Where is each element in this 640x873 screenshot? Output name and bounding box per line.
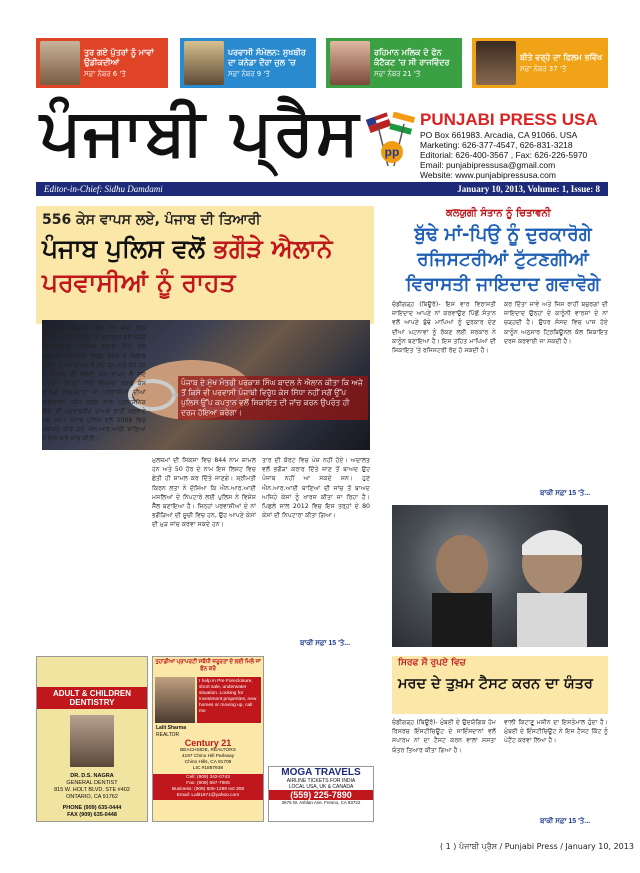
teaser-1-title: ਤੁਰ ਗਏ ਪੁੱਤਰਾਂ ਨੂੰ ਮਾਵਾਂ ਉਡੀਕਦੀਆਂ [84, 47, 154, 67]
realtor-ad[interactable] [152, 656, 264, 822]
realtor-company2: BEACHSIDE, REALTORS [180, 748, 236, 753]
teaser-1-page: ਸਫ਼ਾ ਨੰਬਰ 6 'ਤੇ [84, 69, 126, 78]
second-more-link[interactable]: ਬਾਕੀ ਸਫ਼ਾ 15 'ਤੇ... [540, 818, 591, 825]
realtor-header: ਤੁਹਾਡੀਆਂ ਪ੍ਰਾਪਰਟੀ ਸਬੰਧੀ ਜ਼ਰੂਰਤਾਂ ਦੇ ਲਈ ਮਿਲੋ ਜਾਂ ਫੋਨ ਕਰੋ [155, 659, 261, 672]
po-box: PO Box 661983. Arcadia, CA 91066. USA [420, 130, 578, 140]
website[interactable]: Website: www.punjabipressusa.com [420, 170, 556, 180]
dentist-name: DR. D.S. NAGRA [70, 773, 114, 779]
realtor-company: Century 21 [184, 738, 232, 748]
elderly-couple-photo [392, 505, 608, 647]
flags-logo [366, 112, 418, 168]
lead-column-1-text: ਚੰਡੀਗੜ੍ਹ (ਬਿਊਰੋ)- ਵੱਖ ਵੱਖ ਦੇਸ਼ਾਂ ਵਿਚ ਪੰਜਾਬ ਪੁਲਿਸ ਦੀ ਲੋੜ 'ਤੇ ਅਦਾਲਤਾਂ ਵਲੋਂ ਭਗੌੜੇ (ਇਸ਼ਤਿਹਾਰੀ ਮੁਲਜ਼ਮ) ਕਰਾਰ ਦਿੱਤੇ ਗਏ ਪਰਵਾਸੀ ਪੰਜਾਬੀਆਂ ਵਿਰੁੱਧ 556 ਦੇ ਖਿਲਾਫ ਪੁਲਿਸ ਨੇ ਕੇਸ ਵਾਪਸ ਲੈ ਲਏ ਹਨ ਅਤੇ 50 ਹੋਰ ਦੇ ਖਿਲਾਫ ਵੀ ਜਲਦੀ ਕੇਸ ਵਾਪਸ ਲੈ ਲਏ ਜਾਣਗੇ। ਇਨ੍ਹਾਂ ਵਿਚੋਂ ਜ਼ਿਆਦਾ ਕਰਕੇ ਕੇਸ ਲਾਲਚੀ ਰਿਸ਼ਤੇਦਾਰਾਂ ਜਾਂ ਪਰਵਾਸੀਆਂ ਦੀਆਂ ਜਾਇਦਾਦਾਂ ਹੜੱਪ ਕਰਨ ਵਾਲੇ ਪ੍ਰਸ਼ਾਸਨਿਕ ਲੋਕਾਂ ਦੀ ਪ੍ਰਭਾਵਹੀਣ ਦਾਅਵੇ ਰਾਹੀਂ ਕਰਵਾਏ ਗਏ ਸਨ। ਪੰਜਾਬ ਪੁਲਿਸ ਵਲੋਂ 2008 ਵਿਚ ਸਥਾਪਤ ਕੀਤੇ ਗਏ ਐਨ.ਆਰ.ਆਈ ਥਾਣਿਆਂ ਨੇ ਇਸ ਬਾਰੇ ਜਾਂਚ ਕੀਤੀ। [42, 325, 146, 443]
realtor-email: Email: Lalit1671@yahoo.com [176, 793, 240, 798]
realtor-addr2: Chino Hills, CA 91709 [184, 760, 232, 765]
right-headline: ਬੁੱਢੇ ਮਾਂ-ਪਿਉ ਨੂੰ ਦੁਰਕਾਰੋਗੇ ਰਜਿਸਟਰੀਆਂ ਟੁੱਟਣਗੀਆਂ ਵਿਰਾਸਤੀ ਜਾਇਦਾਦ ਗਵਾਵੋਗੇ [405, 224, 601, 295]
page-footer: ( 1 ) ਪੰਜਾਬੀ ਪ੍ਰੈਸ / Punjabi Press / January 10, 2013 [440, 842, 634, 851]
teaser-4-page: ਸਫ਼ਾ ਨੰਬਰ 37 'ਤੇ [520, 64, 567, 73]
teaser-3-page: ਸਫ਼ਾ ਨੰਬਰ 21 'ਤੇ [374, 69, 421, 78]
dentist-addr2: ONTARIO, CA 91762 [66, 794, 118, 800]
travel-tag: LOCAL USA, UK & CANADA [288, 784, 354, 790]
realtor-cell: Cell: (909) 342-0743 [186, 775, 230, 780]
right-column-2 [504, 300, 608, 490]
lead-headline-2: ਪਰਵਾਸੀਆਂ ਨੂੰ ਰਾਹਤ [42, 268, 236, 297]
masthead-contact [420, 130, 620, 180]
dentist-photo [70, 715, 114, 767]
right-column-2-text: ਕਰ ਦਿੱਤਾ ਜਾਵੇ ਅਤੇ ਜਿਸ ਰਾਹੀਂ ਬਜ਼ੁਰਗਾਂ ਦੀ ਜਾਇਦਾਦ ਉਨ੍ਹਾਂ ਦੇ ਕਾਨੂੰਨੀ ਵਾਰਸਾਂ ਦੇ ਨਾਂ ਚੜ੍ਹਦੀ ਹੈ। ਉਧਰ ਸੰਸਦ ਵਿਚ ਪਾਸ ਹੋਏ ਕਾਨੂੰਨ ਅਨੁਸਾਰ ਟ੍ਰਿਬਿਊਨਲ ਕੋਲ ਸ਼ਿਕਾਇਤ ਦਰਜ ਕਰਵਾਈ ਜਾ ਸਕਦੀ ਹੈ। [504, 301, 608, 345]
lead-column-2-text: ਮੁਲਜ਼ਮਾਂ ਦੀ ਸਿਕਸਾ ਵਿਚ 844 ਨਾਮ ਸ਼ਾਮਲ ਹਨ ਅਤੇ 50 ਹੋਰ ਦੇ ਨਾਮ ਇਸ ਲਿਸਟ ਵਿਚ ਛੇਤੀ ਹੀ ਸ਼ਾਮਲ ਕਰ ਦਿੱਤੇ ਜਾਣਗੇ। ਸ਼੍ਰੀਮਤੀ ਕਿਰਨ ਲਤਾ ਨੇ ਦੱਸਿਆ ਕਿ ਐਨ.ਆਰ.ਆਈ ਮਸਲਿਆਂ ਦੇ ਨਿਪਟਾਰੇ ਲਈ ਪੁਲਿਸ ਨੇ ਵਿਸ਼ੇਸ਼ ਸੈੱਲ ਬਣਾਇਆ ਹੈ। ਜਿਨ੍ਹਾਂ ਪਰਵਾਸੀਆਂ ਦੇ ਨਾਂ ਭਗੌੜਿਆਂ ਦੀ ਸੂਚੀ ਵਿਚ ਹਨ, ਉਹ ਆਪਣੇ ਕੇਸਾਂ ਦੀ ਮੁੜ ਜਾਂਚ ਕਰਵਾ ਸਕਦੇ ਹਨ। [152, 457, 256, 529]
teaser-3-title: ਰਹਿਮਾਨ ਮਲਿਕ ਦੇ ਫੋਨ ਕੰਟੈਕਟ 'ਚ ਸੀ ਰਾਜਵਿੰਦਰ [374, 47, 450, 67]
realtor-fax: Fax: (909) 597-7906 [186, 781, 230, 786]
dentistry-ad[interactable] [36, 656, 148, 822]
second-column-1-text: ਚੰਡੀਗੜ੍ਹ (ਬਿਊਰੋ)- ਮੁੰਬਈ ਦੇ ਉਦਯੋਗਿਕ ਹੋਮ ਰਿਸਰਚ ਇੰਸਟੀਚਿਊਟ ਦੇ ਸਾਇੰਸਦਾਨਾਂ ਵਲੋਂ ਸਪਾਰਮ ਨਾਂ ਦਾ ਟੈਸਟ ਕਰਨ ਵਾਲਾ ਸਸਤਾ ਯੰਤਰ ਤਿਆਰ ਕੀਤਾ ਗਿਆ ਹੈ। [392, 719, 496, 754]
realtor-help: I help in Pre Foreclosure, short sale, underwater situation. Looking for investment properties, new homes or moving up, call me [197, 677, 261, 723]
realtor-role: REALTOR [156, 731, 180, 738]
editor-bar [36, 182, 608, 196]
right-kicker: ਕਲਯੁਗੀ ਸੰਤਾਨ ਨੂੰ ਚਿਤਾਵਨੀ [446, 208, 551, 219]
dentistry-title: ADULT & CHILDREN DENTISTRY [37, 687, 147, 709]
lead-column-3-text: ਤਾਰ ਦੀ ਕੋਰਟ ਵਿਚ ਪੇਸ਼ ਨਹੀਂ ਹੋਏ। ਅਦਾਲਤ ਵਲੋਂ ਭਗੌੜਾ ਕਰਾਰ ਦਿੱਤੇ ਜਾਣ ਤੋਂ ਬਾਅਦ ਉਹ ਪੰਜਾਬ ਨਹੀਂ ਆ ਸਕਦੇ ਸਨ। ਹੁਣ ਐਨ.ਆਰ.ਆਈ ਥਾਣਿਆਂ ਦੀ ਜਾਂਚ ਤੋਂ ਬਾਅਦ ਅਜਿਹੇ ਕੇਸਾਂ ਨੂੰ ਖਾਰਜ ਕੀਤਾ ਜਾ ਰਿਹਾ ਹੈ। ਪਿਛਲੇ ਸਾਲ 2012 ਵਿਚ ਇਸ ਤਰ੍ਹਾਂ ਦੇ 80 ਕੇਸਾਂ ਦੀ ਨਿਪਟਾਰਾ ਕੀਤਾ ਗਿਆ। [262, 457, 370, 520]
lead-kicker: 556 ਕੇਸ ਵਾਪਸ ਲਏ, ਪੰਜਾਬ ਦੀ ਤਿਆਰੀ [42, 212, 261, 228]
teaser-1[interactable] [36, 38, 168, 88]
marketing-phone: Marketing: 626-377-4547, 626-831-3218 [420, 140, 573, 150]
teaser-2-title: ਪਰਵਾਸੀ ਸੰਮੇਲਨ: ਸੁਖਬੀਰ ਦਾ ਕਨੇਡਾ ਦੌਰਾ ਜੁਲ 'ਚ [228, 47, 306, 67]
masthead-title: ਪੰਜਾਬੀ ਪ੍ਰੈਸ [40, 95, 361, 170]
email[interactable]: Email: punjabipressusa@gmail.com [420, 160, 556, 170]
teaser-4-photo [476, 41, 516, 85]
teaser-1-photo [40, 41, 80, 85]
teaser-2-page: ਸਫ਼ਾ ਨੰਬਰ 9 'ਤੇ [228, 69, 270, 78]
right-column-1-text: ਚੰਡੀਗੜ੍ਹ (ਬਿਊਰੋ)- ਇਸ ਵਾਰ ਵਿਰਾਸਤੀ ਜਾਇਦਾਦ ਆਪਣੇ ਨਾਂ ਕਰਵਾਉਣ ਪਿੱਛੋਂ ਸੰਤਾਨ ਵਲੋਂ ਆਪਣੇ ਬੁੱਢੇ ਮਾਪਿਆਂ ਨੂੰ ਦੁਰਕਾਰ ਦੇਣ ਦੀਆਂ ਘਟਨਾਵਾਂ ਨੂੰ ਰੋਕਣ ਲਈ ਸਰਕਾਰ ਨੇ ਕਾਨੂੰਨ ਬਣਾਇਆ ਹੈ। ਇਸ ਤਹਿਤ ਮਾਪਿਆਂ ਦੀ ਸ਼ਿਕਾਇਤ 'ਤੇ ਰਜਿਸਟਰੀ ਰੱਦ ਹੋ ਸਕਦੀ ਹੈ। [392, 301, 496, 355]
second-kicker: ਸਿਰਫ ਸੌ ਰੁਪਏ ਵਿਚ [398, 658, 466, 668]
dentist-addr1: 815 W. HOLT BLVD. STE #402 [54, 787, 130, 793]
elderly-couple-icon [392, 505, 608, 647]
travel-title: MOGA TRAVELS [281, 767, 361, 778]
travel-ad[interactable] [268, 766, 374, 822]
dentist-fax: FAX (909) 635-0448 [67, 812, 117, 818]
lead-headline-black: ਪੰਜਾਬ ਪੁਲਿਸ ਵਲੋਂ [42, 234, 214, 263]
lead-column-3 [262, 456, 370, 636]
teaser-2[interactable] [180, 38, 316, 88]
teaser-4[interactable] [472, 38, 608, 88]
second-headline: ਮਰਦ ਦੇ ਤੁਖ਼ਮ ਟੈਸਟ ਕਰਨ ਦਾ ਯੰਤਰ [398, 676, 593, 692]
teaser-3-photo [330, 41, 370, 85]
right-more-link[interactable]: ਬਾਕੀ ਸਫ਼ਾ 15 'ਤੇ... [540, 490, 591, 497]
realtor-lic: LIC.#1887938 [192, 766, 224, 771]
teaser-2-photo [184, 41, 224, 85]
lead-more-link[interactable]: ਬਾਕੀ ਸਫ਼ਾ 15 'ਤੇ... [300, 640, 351, 647]
second-column-2 [504, 718, 608, 818]
brand-name: PUNJABI PRESS USA [420, 110, 598, 129]
right-column-1 [392, 300, 496, 500]
logo-letters: pp [384, 145, 400, 159]
lead-headline-red: ਭਗੌੜੇ ਐਲਾਨੇ [213, 234, 333, 263]
second-column-1 [392, 718, 496, 828]
dentist-phone: PHONE (909) 635-0444 [62, 805, 122, 811]
travel-phone: (559) 225-7890 [269, 790, 373, 800]
travel-addr: 3675 W. Ashlan Ave. Fresno, CA 93722 [281, 800, 361, 805]
travel-sub: AIRLINE TICKETS FOR INDIA [286, 778, 356, 784]
editor-in-chief: Editor-in-Chief: Sidhu Damdami [44, 184, 163, 194]
editorial-phone: Editorial: 626-400-3567 , Fax: 626-226-5970 [420, 150, 588, 160]
realtor-business: Business: (909) 606-1299 ext 308 [171, 787, 244, 792]
second-column-2-text: ਵਾਲੀ ਕਿਟਾਣੂ ਮਸ਼ੀਨ ਦਾ ਇਸਤੇਮਾਲ ਹੁੰਦਾ ਹੈ। ਮੁੰਬਈ ਦੇ ਇੰਸਟੀਚਿਊਟ ਨੇ ਇਸ ਟੈਸਟ ਕਿੱਟ ਨੂੰ ਪੇਟੈਂਟ ਕਰਵਾ ਲਿਆ ਹੈ। [504, 719, 608, 745]
realtor-name: Lalit Sharma [156, 725, 187, 731]
lead-photo-caption: ਪੰਜਾਬ ਦੇ ਮੁੱਖ ਮੰਤਰੀ ਪਰਕਾਸ਼ ਸਿੰਘ ਬਾਦਲ ਨੇ ਐਲਾਨ ਕੀਤਾ ਕਿ ਅਜੇ ਤੋਂ ਕਿਸੇ ਵੀ ਪਰਵਾਸੀ ਪੰਜਾਬੀ ਵਿਰੁੱਧ ਕੇਸ ਸਿੱਧਾ ਨਹੀਂ ਸਗੋਂ ਉੱਪ ਪੁਲਿਸ ਉੱਪ ਕਪਤਾਨ ਵਲੋਂ ਸ਼ਿਕਾਇਤ ਦੀ ਜਾਂਚ ਕਰਨ ਉਪਰੰਤ ਹੀ ਦਰਜ ਹੋਇਆ ਕਰੇਗਾ। [178, 376, 368, 420]
realtor-addr1: 4197 Chino Hill Parkway [181, 754, 235, 759]
issue-info: January 10, 2013, Volume: 1, Issue: 8 [457, 184, 600, 194]
dentist-role: GENERAL DENTIST [66, 780, 118, 786]
lead-headline [42, 234, 332, 264]
teaser-3[interactable] [326, 38, 462, 88]
realtor-photo [155, 677, 195, 723]
teaser-4-title: ਬੀਤੇ ਵਰ੍ਹੇ ਦਾ ਫਿਲਮ ਭਵਿੱਖ [520, 52, 603, 62]
